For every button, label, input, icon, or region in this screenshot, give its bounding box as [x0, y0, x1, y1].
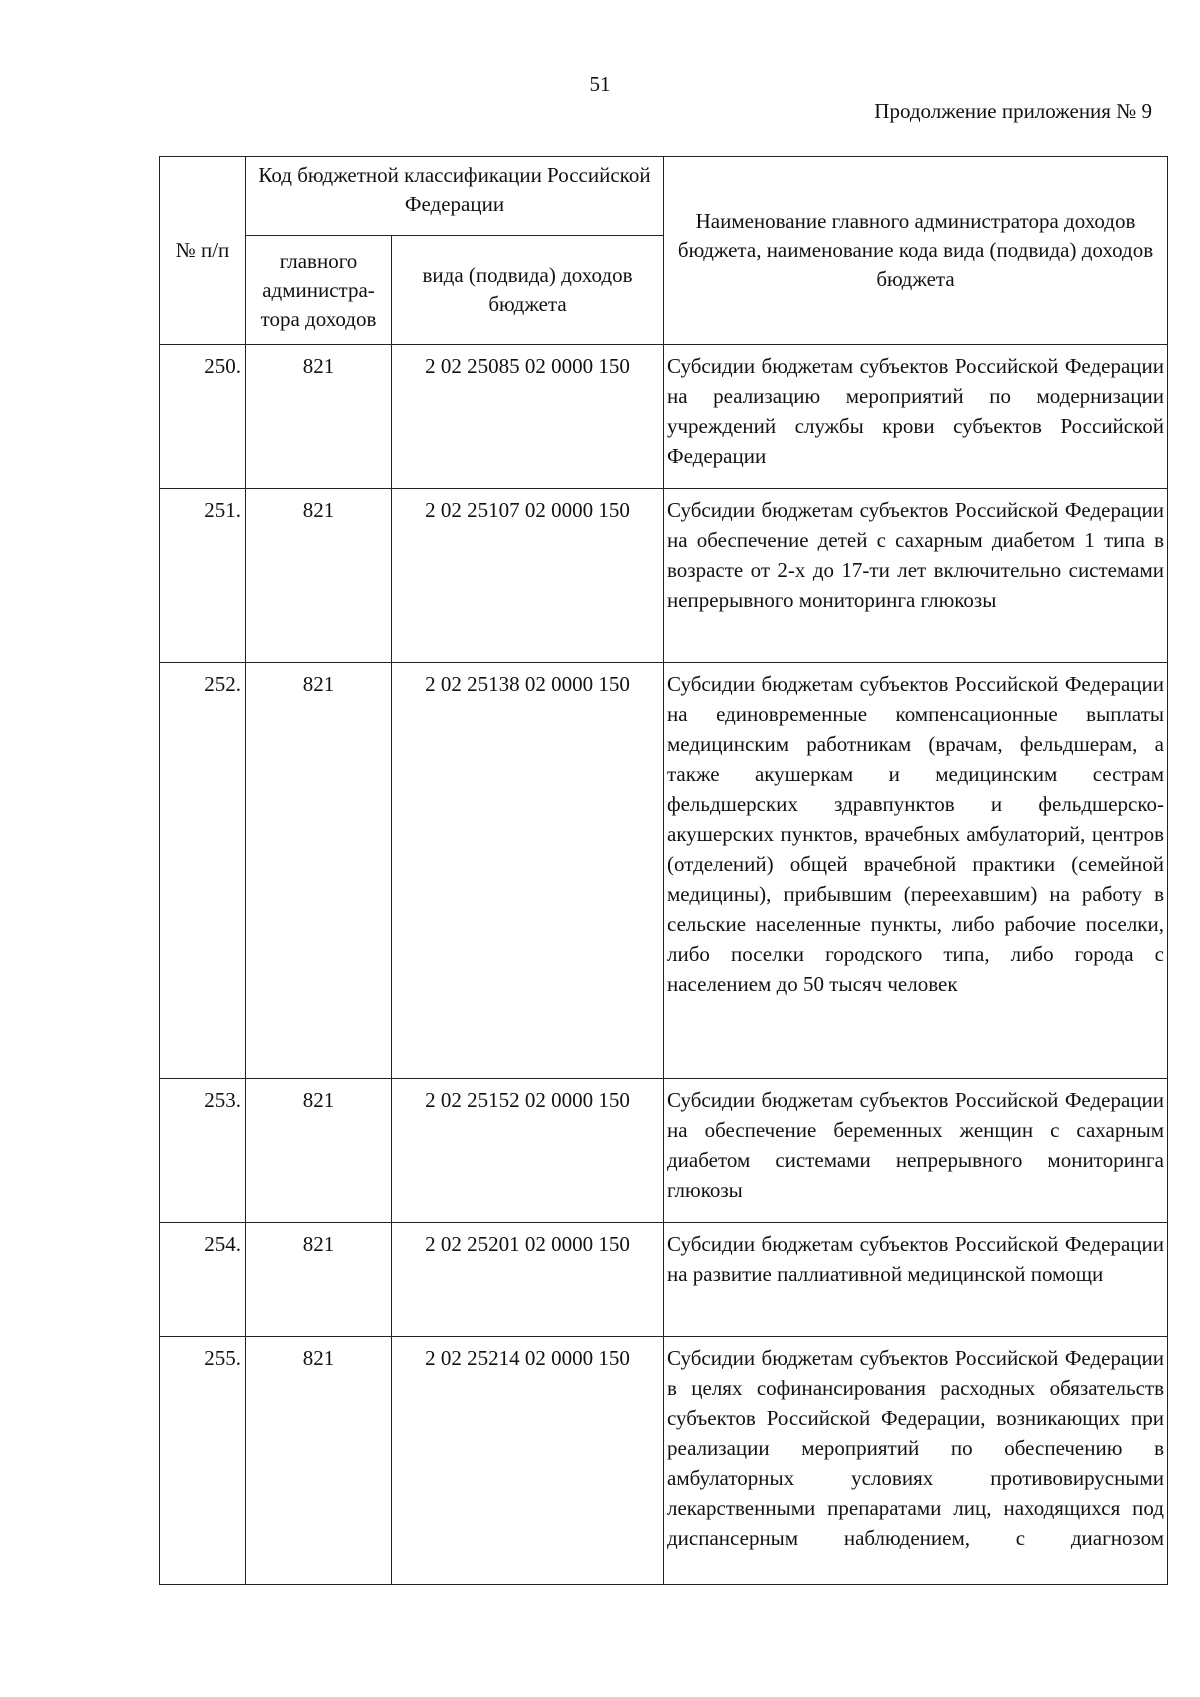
row-number: 251.: [160, 489, 246, 663]
row-number: 253.: [160, 1079, 246, 1223]
income-code: 2 02 25152 02 0000 150: [392, 1079, 664, 1223]
income-code: 2 02 25085 02 0000 150: [392, 345, 664, 489]
table-row: [160, 663, 1168, 1079]
table-row: [160, 489, 1168, 663]
admin-code: 821: [246, 1079, 392, 1223]
budget-classification-table: [159, 156, 1168, 1585]
table-row: [160, 345, 1168, 489]
admin-code: 821: [246, 1223, 392, 1337]
income-code: 2 02 25138 02 0000 150: [392, 663, 664, 1079]
header-budget-code-group: Код бюджетной классификации Российской Федерации: [246, 157, 664, 236]
page-number: 51: [589, 72, 611, 96]
appendix-continuation-label: Продолжение приложения № 9: [874, 99, 1152, 123]
income-name: Субсидии бюджетам субъектов Российской Федерации на обеспечение беременных женщин с сахарным диабетом системами непрерывного мониторинга глюкозы: [664, 1079, 1168, 1223]
table-row: [160, 1079, 1168, 1223]
header-name: Наименование главного администратора доходов бюджета, наименование кода вида (подвида) доходов бюджета: [664, 157, 1168, 345]
income-code: 2 02 25201 02 0000 150: [392, 1223, 664, 1337]
table-header: [160, 157, 1168, 345]
row-number: 254.: [160, 1223, 246, 1337]
table-row: [160, 1223, 1168, 1337]
admin-code: 821: [246, 489, 392, 663]
header-income-kind-code: вида (подвида) доходов бюджета: [392, 236, 664, 345]
table-body: [160, 345, 1168, 1585]
table-row: [160, 1337, 1168, 1585]
header-admin-code: главного администра-тора доходов: [246, 236, 392, 345]
admin-code: 821: [246, 345, 392, 489]
admin-code: 821: [246, 1337, 392, 1585]
income-name: Субсидии бюджетам субъектов Российской Федерации на развитие паллиативной медицинской помощи: [664, 1223, 1168, 1337]
income-name: Субсидии бюджетам субъектов Российской Федерации на реализацию мероприятий по модернизации учреждений службы крови субъектов Российской Федерации: [664, 345, 1168, 489]
income-name: Субсидии бюджетам субъектов Российской Федерации на единовременные компенсационные выплаты медицинским работникам (врачам, фельдшерам, а также акушеркам и медицинским сестрам фельдшерских здравпунктов и фельдшерско-акушерских пунктов, врачебных амбулаторий, центров (отделений) общей врачебной практики (семейной медицины), прибывшим (переехавшим) на работу в сельские населенные пункты, либо рабочие поселки, либо поселки городского типа, либо города с населением до 50 тысяч человек: [664, 663, 1168, 1079]
income-code: 2 02 25214 02 0000 150: [392, 1337, 664, 1585]
header-row-number: № п/п: [160, 157, 246, 345]
row-number: 255.: [160, 1337, 246, 1585]
income-name: Субсидии бюджетам субъектов Российской Федерации на обеспечение детей с сахарным диабетом 1 типа в возрасте от 2-х до 17-ти лет включительно системами непрерывного мониторинга глюкозы: [664, 489, 1168, 663]
row-number: 252.: [160, 663, 246, 1079]
admin-code: 821: [246, 663, 392, 1079]
row-number: 250.: [160, 345, 246, 489]
income-name: Субсидии бюджетам субъектов Российской Федерации в целях софинансирования расходных обязательств субъектов Российской Федерации, возникающих при реализации мероприятий по обеспечению в амбулаторных условиях противовирусными лекарственными препаратами лиц, находящихся под диспансерным наблюдением, с диагнозом: [664, 1337, 1168, 1585]
income-code: 2 02 25107 02 0000 150: [392, 489, 664, 663]
